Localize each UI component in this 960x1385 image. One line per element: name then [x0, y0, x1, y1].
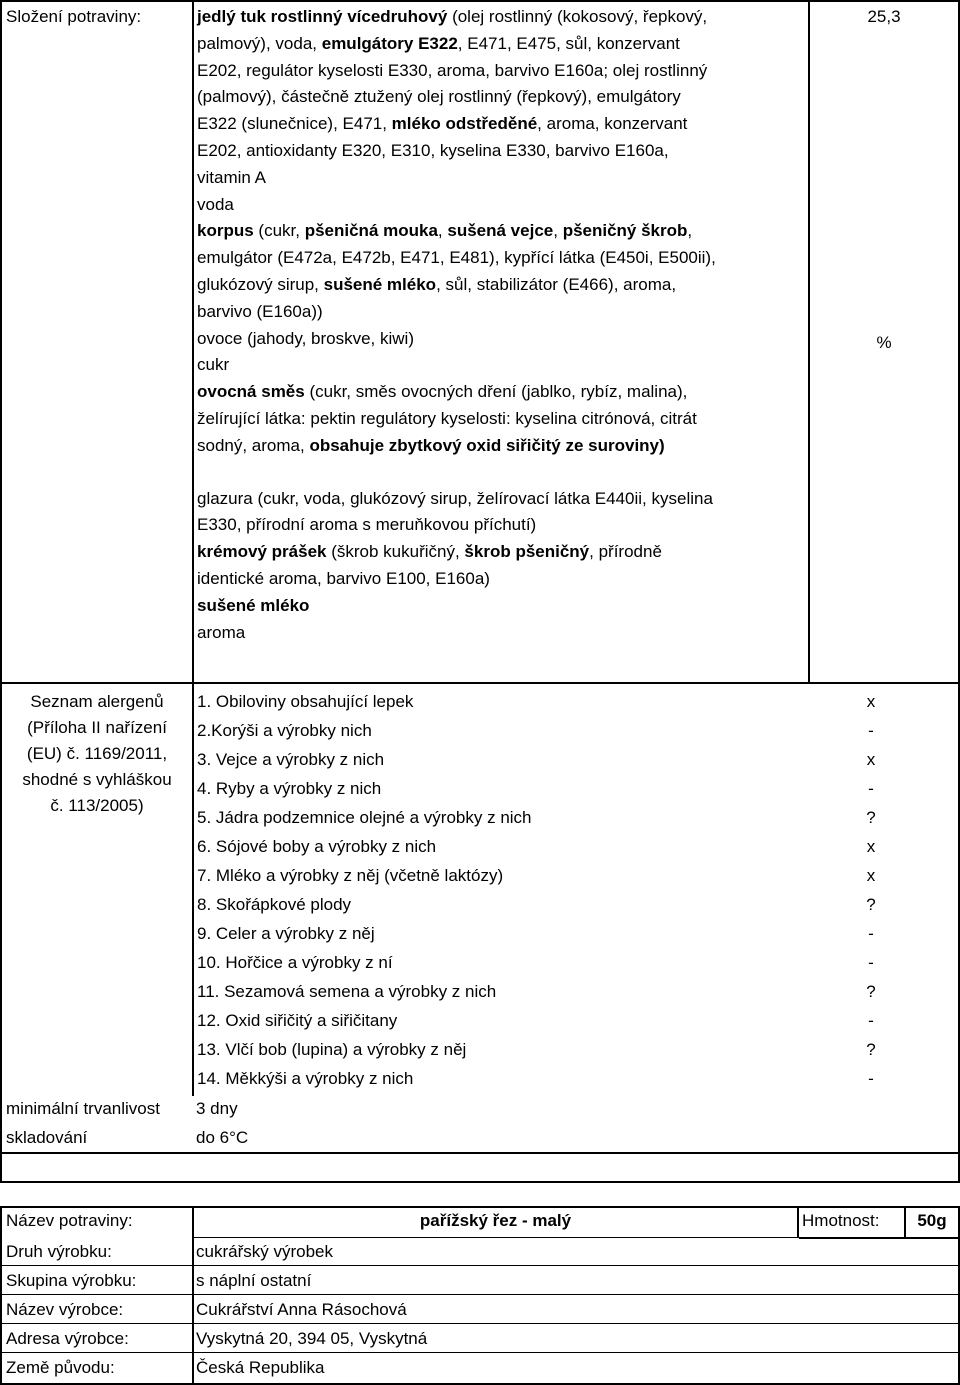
- composition-segment: (olej rostlinný (kokosový, řepkový,: [447, 7, 708, 26]
- composition-line: [197, 433, 665, 459]
- allergen-item-mark: -: [868, 779, 874, 798]
- product-row-label: Druh výrobku:: [6, 1242, 112, 1261]
- composition-segment: sodný, aroma,: [197, 435, 310, 455]
- allergen-item-name: 13. Vlčí bob (lupina) a výrobky z něj: [197, 1040, 467, 1059]
- composition-segment: E330, přírodní aroma s meruňkovou příchutí): [197, 515, 537, 535]
- allergen-item-name: 3. Vejce a výrobky z nich: [197, 750, 385, 769]
- composition-line: [197, 218, 692, 244]
- allergen-item-name: 8. Skořápkové plody: [197, 895, 352, 914]
- composition-segment: , aroma, konzervant: [537, 114, 688, 134]
- composition-segment: (škrob kukuřičný,: [326, 542, 465, 562]
- storage-label: skladování: [6, 1128, 88, 1147]
- row-divider: [0, 1323, 960, 1324]
- allergen-item-mark: ?: [866, 895, 876, 914]
- composition-line: [197, 245, 716, 271]
- composition-segment: identické aroma, barvivo E100, E160a): [197, 569, 490, 588]
- allergen-item-name: 12. Oxid siřičitý a siřičitany: [197, 1011, 398, 1030]
- composition-segment: (cukr,: [253, 221, 305, 241]
- composition-line: [197, 593, 309, 619]
- composition-segment: ,: [437, 221, 448, 241]
- product-row-label: Adresa výrobce:: [6, 1329, 129, 1348]
- composition-segment: cukr: [197, 355, 230, 375]
- composition-line: [197, 566, 490, 592]
- composition-segment: (cukr, směs ovocných dření (jablko, rybíz, malina),: [304, 382, 688, 402]
- allergen-item-mark: ?: [866, 1040, 876, 1059]
- composition-bold-segment: sušené mléko: [197, 595, 310, 615]
- allergen-label-line: Seznam alergenů: [30, 692, 164, 711]
- composition-segment: ,: [553, 221, 563, 241]
- allergen-item-name: 11. Sezamová semena a výrobky z nich: [197, 982, 497, 1001]
- product-row-value: cukrářský výrobek: [196, 1242, 333, 1261]
- composition-line: [197, 486, 713, 512]
- composition-segment: voda: [197, 194, 234, 214]
- product-name-value: pařížský řez - malý: [419, 1211, 572, 1230]
- row-divider: [0, 1294, 960, 1295]
- shelf-life-label: minimální trvanlivost: [6, 1099, 160, 1118]
- composition-line: [197, 192, 234, 218]
- composition-line: [197, 406, 697, 432]
- composition-segment: barvivo (E160a)): [197, 301, 323, 321]
- allergen-item-name: 10. Hořčice a výrobky z ní: [197, 953, 393, 972]
- allergen-item-mark: -: [868, 1069, 874, 1088]
- weight-label: Hmotnost:: [802, 1211, 880, 1230]
- composition-percent-value: 25,3: [867, 7, 901, 26]
- allergen-label-line: (Příloha II nařízení: [27, 718, 167, 737]
- composition-segment: E202, regulátor kyselosti E330, aroma, barvivo E160a; olej rostlinný: [197, 60, 708, 80]
- composition-bold-segment: obsahuje zbytkový oxid siřičitý ze suroviny): [309, 435, 665, 455]
- composition-bold-segment: krémový prášek: [197, 542, 327, 562]
- product-name-label: Název potraviny:: [6, 1211, 133, 1230]
- row-divider: [0, 1352, 960, 1353]
- composition-segment: aroma: [197, 622, 246, 642]
- weight-value: 50g: [917, 1211, 947, 1230]
- composition-line: [197, 138, 669, 164]
- composition-line: [197, 4, 707, 30]
- allergen-item-mark: x: [866, 837, 876, 856]
- allergen-label-line: č. 113/2005): [50, 796, 144, 815]
- composition-segment: , sůl, stabilizátor (E466), aroma,: [436, 275, 677, 294]
- composition-segment: ,: [687, 221, 693, 241]
- composition-segment: želírující látka: pektin regulátory kyselosti: kyselina citrónová, citrát: [197, 409, 697, 428]
- product-row-label: Země původu:: [6, 1358, 115, 1377]
- composition-line: [197, 620, 245, 646]
- allergen-item-mark: -: [868, 1011, 874, 1030]
- composition-segment: emulgátor (E472a, E472b, E471, E481), kypřící látka (E450i, E500ii),: [197, 248, 716, 268]
- product-row-value: Vyskytná 20, 394 05, Vyskytná: [196, 1329, 428, 1348]
- allergen-item-mark: x: [866, 750, 876, 769]
- composition-segment: palmový), voda,: [197, 33, 322, 53]
- composition-bold-segment: pšeničná mouka: [304, 221, 438, 241]
- allergen-item-mark: x: [866, 866, 876, 885]
- allergen-item-mark: ?: [866, 808, 876, 827]
- allergen-item-name: 5. Jádra podzemnice olejné a výrobky z nich: [197, 808, 532, 827]
- composition-segment: glukózový sirup,: [197, 275, 324, 294]
- allergen-item-name: 7. Mléko a výrobky z něj (včetně laktózy): [197, 866, 504, 885]
- allergen-item-mark: x: [866, 692, 876, 711]
- composition-bold-segment: pšeničný škrob: [562, 221, 688, 241]
- composition-line: [197, 31, 680, 57]
- composition-bold-segment: mléko odstředěné: [391, 114, 538, 134]
- allergen-item-name: 2.Korýši a výrobky nich: [197, 721, 372, 740]
- storage-value: do 6°C: [196, 1128, 249, 1147]
- composition-bold-segment: škrob pšeničný: [464, 542, 590, 562]
- allergen-item-name: 6. Sójové boby a výrobky z nich: [197, 837, 437, 856]
- composition-line: [197, 352, 229, 378]
- allergen-item-name: 14. Měkkýši a výrobky z nich: [197, 1069, 414, 1088]
- composition-segment: E202, antioxidanty E320, E310, kyselina E330, barvivo E160a,: [197, 141, 669, 160]
- shelf-life-value: 3 dny: [196, 1099, 238, 1118]
- composition-line: [197, 379, 687, 405]
- composition-line: [197, 84, 681, 110]
- composition-bold-segment: sušené mléko: [323, 275, 437, 294]
- composition-bold-segment: emulgátory E322: [321, 33, 458, 53]
- composition-line: [197, 272, 676, 298]
- allergen-item-name: 4. Ryby a výrobky z nich: [197, 779, 382, 798]
- composition-segment: ovoce (jahody, broskve, kiwi): [197, 328, 414, 348]
- allergen-item-mark: -: [868, 721, 874, 740]
- composition-bold-segment: ovocná směs: [197, 382, 305, 402]
- allergen-label-line: shodné s vyhláškou: [22, 770, 172, 789]
- product-row-value: Cukrářství Anna Rásochová: [196, 1300, 407, 1319]
- composition-label: Složení potraviny:: [6, 7, 142, 26]
- composition-segment: glazura (cukr, voda, glukózový sirup, želírovací látka E440ii, kyselina: [197, 488, 713, 508]
- product-row-value: s náplní ostatní: [196, 1271, 312, 1290]
- allergen-label-line: (EU) č. 1169/2011,: [26, 744, 168, 763]
- allergen-item-name: 1. Obiloviny obsahující lepek: [197, 692, 414, 711]
- product-row-label: Název výrobce:: [6, 1300, 124, 1319]
- allergen-item-mark: -: [868, 924, 874, 943]
- composition-segment: E322 (slunečnice), E471,: [197, 114, 392, 134]
- composition-bold-segment: jedlý tuk rostlinný vícedruhový: [197, 7, 448, 26]
- composition-line: [197, 58, 707, 84]
- composition-line: [197, 539, 662, 565]
- composition-segment: vitamin A: [197, 167, 266, 187]
- composition-line: [197, 111, 687, 137]
- composition-segment: , E471, E475, sůl, konzervant: [457, 33, 680, 53]
- allergen-label: [2, 689, 192, 819]
- composition-line: [197, 165, 266, 191]
- product-row-label: Skupina výrobku:: [6, 1271, 137, 1290]
- product-row-value: Česká Republika: [196, 1358, 325, 1377]
- composition-line: [197, 512, 536, 538]
- allergen-item-mark: ?: [866, 982, 876, 1001]
- composition-line: [197, 326, 414, 352]
- composition-segment: , přírodně: [589, 542, 662, 562]
- composition-bold-segment: korpus: [197, 221, 254, 241]
- allergen-item-name: 9. Celer a výrobky z něj: [197, 924, 375, 943]
- composition-line: [197, 299, 323, 325]
- allergen-item-mark: -: [868, 953, 874, 972]
- composition-percent-sign: %: [876, 333, 892, 352]
- composition-bold-segment: sušená vejce: [447, 221, 554, 241]
- row-divider: [0, 1265, 960, 1266]
- composition-segment: (palmový), částečně ztužený olej rostlinný (řepkový), emulgátory: [197, 87, 681, 107]
